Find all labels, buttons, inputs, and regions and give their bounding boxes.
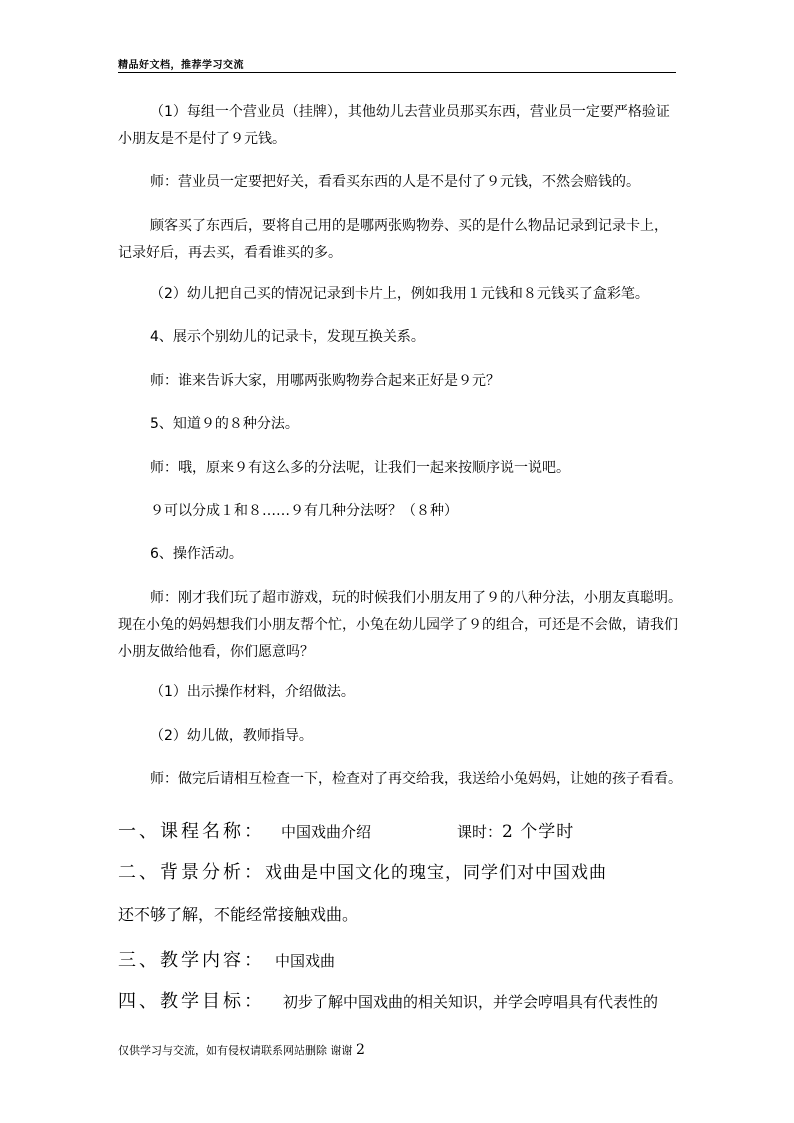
section-teaching-goals	[118, 987, 658, 1013]
paragraph-line: 现在小兔的妈妈想我们小朋友帮个忙，小兔在幼儿园学了９的组合，可还是不会做，请我们	[118, 617, 678, 633]
paragraph-7: 5、知道９的８种分法。	[150, 416, 299, 432]
section-teaching-content	[118, 946, 335, 972]
paragraph-12: （1）出示操作材料，介绍做法。	[150, 684, 355, 700]
page-footer	[118, 1042, 365, 1058]
section-course-name	[118, 817, 574, 843]
paragraph-2: 师：营业员一定要把好关，看看买东西的人是不是付了９元钱，不然会赔钱的。	[150, 174, 640, 190]
paragraph-10: 6、操作活动。	[150, 546, 243, 562]
paragraph-14: 师：做完后请相互检查一下，检查对了再交给我，我送给小兔妈妈，让她的孩子看看。	[150, 771, 682, 787]
header-divider	[118, 72, 676, 73]
paragraph-line: 师：刚才我们玩了超市游戏，玩的时候我们小朋友用了９的八种分法，小朋友真聪明。	[150, 590, 682, 606]
section-label: 二、背景分析：	[118, 862, 265, 883]
background-continuation: 还不够了解，不能经常接触戏曲。	[118, 905, 359, 924]
paragraph-6: 师：谁来告诉大家，用哪两张购物券合起来正好是９元？	[150, 373, 500, 389]
paragraph-8: 师：哦，原来９有这么多的分法呢，让我们一起来按顺序说一说吧。	[150, 460, 570, 476]
paragraph-11	[118, 586, 682, 665]
paragraph-1	[118, 100, 678, 152]
section-background-cont	[118, 902, 358, 925]
background-value: 戏曲是中国文化的瑰宝，同学们对中国戏曲	[265, 863, 607, 883]
section-label: 四、教学目标：	[118, 991, 265, 1012]
section-background	[118, 858, 607, 884]
section-label: 一、课程名称：	[118, 821, 265, 842]
teaching-goals-value: 初步了解中国戏曲的相关知识，并学会哼唱具有代表性的	[283, 993, 659, 1011]
course-hours-label: 课时：	[457, 823, 503, 841]
course-hours-value: 2 个学时	[502, 822, 575, 842]
paragraph-line: （1）每组一个营业员（挂牌），其他幼儿去营业员那买东西，营业员一定要严格验证	[150, 104, 670, 120]
paragraph-13: （2）幼儿做，教师指导。	[150, 728, 313, 744]
paragraph-4: （2）幼儿把自己买的情况记录到卡片上，例如我用１元钱和８元钱买了盒彩笔。	[150, 286, 649, 302]
paragraph-line: 小朋友是不是付了９元钱。	[118, 131, 286, 147]
paragraph-9: ９可以分成１和８……９有几种分法呀？（８种）	[150, 503, 458, 519]
paragraph-line: 小朋友做给他看，你们愿意吗？	[118, 644, 314, 660]
section-label: 三、教学内容：	[118, 950, 265, 971]
paragraph-line: 记录好后，再去买，看看谁买的多。	[118, 245, 342, 261]
teaching-content-value: 中国戏曲	[275, 952, 336, 970]
paragraph-line: 顾客买了东西后，要将自己用的是哪两张购物券、买的是什么物品记录到记录卡上，	[150, 218, 668, 234]
footer-text: 仅供学习与交流，如有侵权请联系网站删除 谢谢	[118, 1044, 353, 1057]
page-number: 2	[356, 1042, 365, 1058]
paragraph-3	[118, 214, 678, 266]
course-name-value: 中国戏曲介绍	[281, 823, 372, 841]
paragraph-5: 4、展示个别幼儿的记录卡，发现互换关系。	[150, 329, 425, 345]
page-header: 精品好文档，推荐学习交流	[118, 60, 244, 71]
